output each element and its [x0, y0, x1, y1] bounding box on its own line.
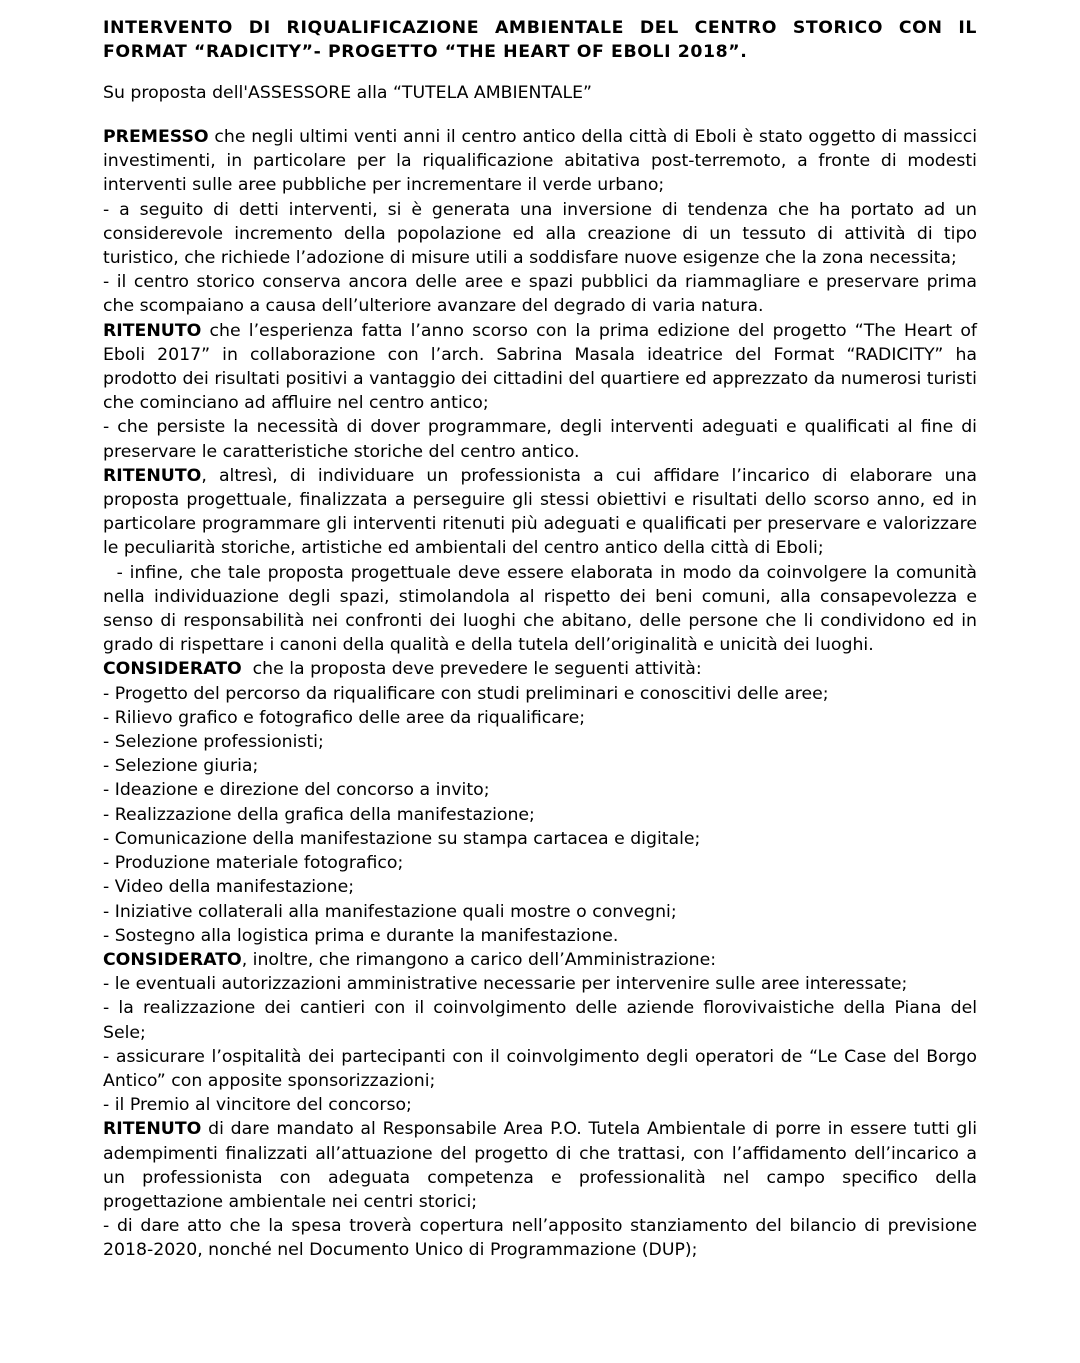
list-item: - Selezione giuria;	[103, 756, 259, 777]
list-item: - Rilievo grafico e fotografico delle aree da riqualificare;	[103, 707, 586, 728]
ritenuto-paragraph-3	[103, 1117, 977, 1214]
list-item: - Realizzazione della grafica della manifestazione;	[103, 804, 535, 825]
list-item: - Iniziative collaterali alla manifestazione quali mostre o convegni;	[103, 901, 677, 922]
ritenuto-paragraph-1	[103, 319, 977, 416]
premesso-paragraph	[103, 125, 977, 198]
activities-list	[103, 682, 977, 948]
premesso-point-3: - il centro storico conserva ancora delle aree e spazi pubblici da riammagliare e preservare prima che scompaiano a causa dell’ulteriore avanzare del degrado di varia natura.	[103, 272, 977, 317]
list-item: - Selezione professionisti;	[103, 732, 324, 753]
admin-list	[103, 972, 977, 1117]
ritenuto-text: che l’esperienza fatta l’anno scorso con la prima edizione del progetto “The Heart of Eboli 2017” in collaborazione con l’arch. Sabrina Masala ideatrice del Format “RADICITY” ha prodotto dei risultati positivi a vantaggio dei cittadini del quartiere ed apprezzato da numerosi turisti che cominciano ad affluire nel centro antico;	[103, 320, 977, 414]
list-item: - Comunicazione della manifestazione su stampa cartacea e digitale;	[103, 828, 701, 849]
dare-atto-paragraph: - di dare atto che la spesa troverà copertura nell’apposito stanziamento del bilancio di previsione 2018-2020, nonché nel Documento Unico di Programmazione (DUP);	[103, 1216, 977, 1261]
list-item: - Progetto del percorso da riqualificare con studi preliminari e conoscitivi delle aree;	[103, 683, 829, 704]
list-item: - Ideazione e direzione del concorso a invito;	[103, 780, 490, 801]
considerato-paragraph-2	[103, 948, 977, 972]
list-item: - il Premio al vincitore del concorso;	[103, 1095, 412, 1116]
ritenuto-keyword: RITENUTO	[103, 320, 202, 341]
ritenuto-point-2: - che persiste la necessità di dover programmare, degli interventi adeguati e qualificati al fine di preservare le caratteristiche storiche del centro antico.	[103, 417, 977, 462]
premesso-text: che negli ultimi venti anni il centro antico della città di Eboli è stato oggetto di massicci investimenti, in particolare per la riqualificazione abitativa post-terremoto, a fronte di modesti interventi sulle aree pubbliche per incrementare il verde urbano;	[103, 127, 977, 196]
ritenuto-keyword: RITENUTO	[103, 1119, 202, 1140]
list-item: - Video della manifestazione;	[103, 877, 355, 898]
list-item: - Produzione materiale fotografico;	[103, 853, 404, 874]
considerato-keyword: CONSIDERATO	[103, 949, 242, 970]
ritenuto-paragraph-2	[103, 464, 977, 561]
document-title: INTERVENTO DI RIQUALIFICAZIONE AMBIENTALE DEL CENTRO STORICO CON IL FORMAT “RADICITY”- PROGETTO “THE HEART OF EBOLI 2018”.	[103, 18, 977, 62]
list-item: - la realizzazione dei cantieri con il coinvolgimento delle aziende florovivaistiche della Piana del Sele;	[103, 998, 977, 1043]
premesso-keyword: PREMESSO	[103, 127, 209, 147]
infine-paragraph: - infine, che tale proposta progettuale deve essere elaborata in modo da coinvolgere la comunità nella individuazione degli spazi, stimolandola al rispetto dei beni comuni, alla consapevolezza e senso di responsabilità nei confronti dei luoghi che abitano, delle persone che li condividono ed in grado di rispettare i canoni della qualità e della tutela dell’originalità e unicità dei luoghi.	[103, 562, 983, 656]
ritenuto-text: di dare mandato al Responsabile Area P.O. Tutela Ambientale di porre in essere tutti gli adempimenti finalizzati all’attuazione del progetto di che trattasi, con l’affidamento dell’incarico a un professionista con adeguata competenza e professionalità nel campo specifico della progettazione ambientale nei centri storici;	[103, 1119, 977, 1212]
list-item: - assicurare l’ospitalità dei partecipanti con il coinvolgimento degli operatori de “Le Case del Borgo Antico” con apposite sponsorizzazioni;	[103, 1046, 977, 1091]
ritenuto-text: , altresì, di individuare un professionista a cui affidare l’incarico di elaborare una proposta progettuale, finalizzata a perseguire gli stessi obiettivi e risultati dello scorso anno, ed in particolare programmare gli interventi ritenuti più adeguati e qualificati per preservare e valorizzare le peculiarità storiche, artistiche ed ambientali del centro antico della città di Eboli;	[103, 465, 977, 559]
premesso-point-2: - a seguito di detti interventi, si è generata una inversione di tendenza che ha portato ad un considerevole incremento della popolazione ed alla creazione di un tessuto di attività di tipo turistico, che richiede l’adozione di misure utili a soddisfare nuove esigenze che la zona necessita;	[103, 199, 977, 269]
list-item: - Sostegno alla logistica prima e durante la manifestazione.	[103, 925, 619, 946]
proposal-line: Su proposta dell'ASSESSORE alla “TUTELA AMBIENTALE”	[103, 83, 592, 103]
considerato-text: che la proposta deve prevedere le seguenti attività:	[241, 659, 702, 680]
list-item: - le eventuali autorizzazioni amministrative necessarie per intervenire sulle aree interessate;	[103, 974, 908, 995]
considerato-text: , inoltre, che rimangono a carico dell’Amministrazione:	[241, 949, 717, 970]
ritenuto-keyword: RITENUTO	[103, 465, 202, 486]
document-body	[103, 125, 983, 1263]
considerato-keyword: CONSIDERATO	[103, 659, 242, 680]
document-page	[103, 16, 983, 1263]
considerato-paragraph-1	[103, 657, 977, 681]
